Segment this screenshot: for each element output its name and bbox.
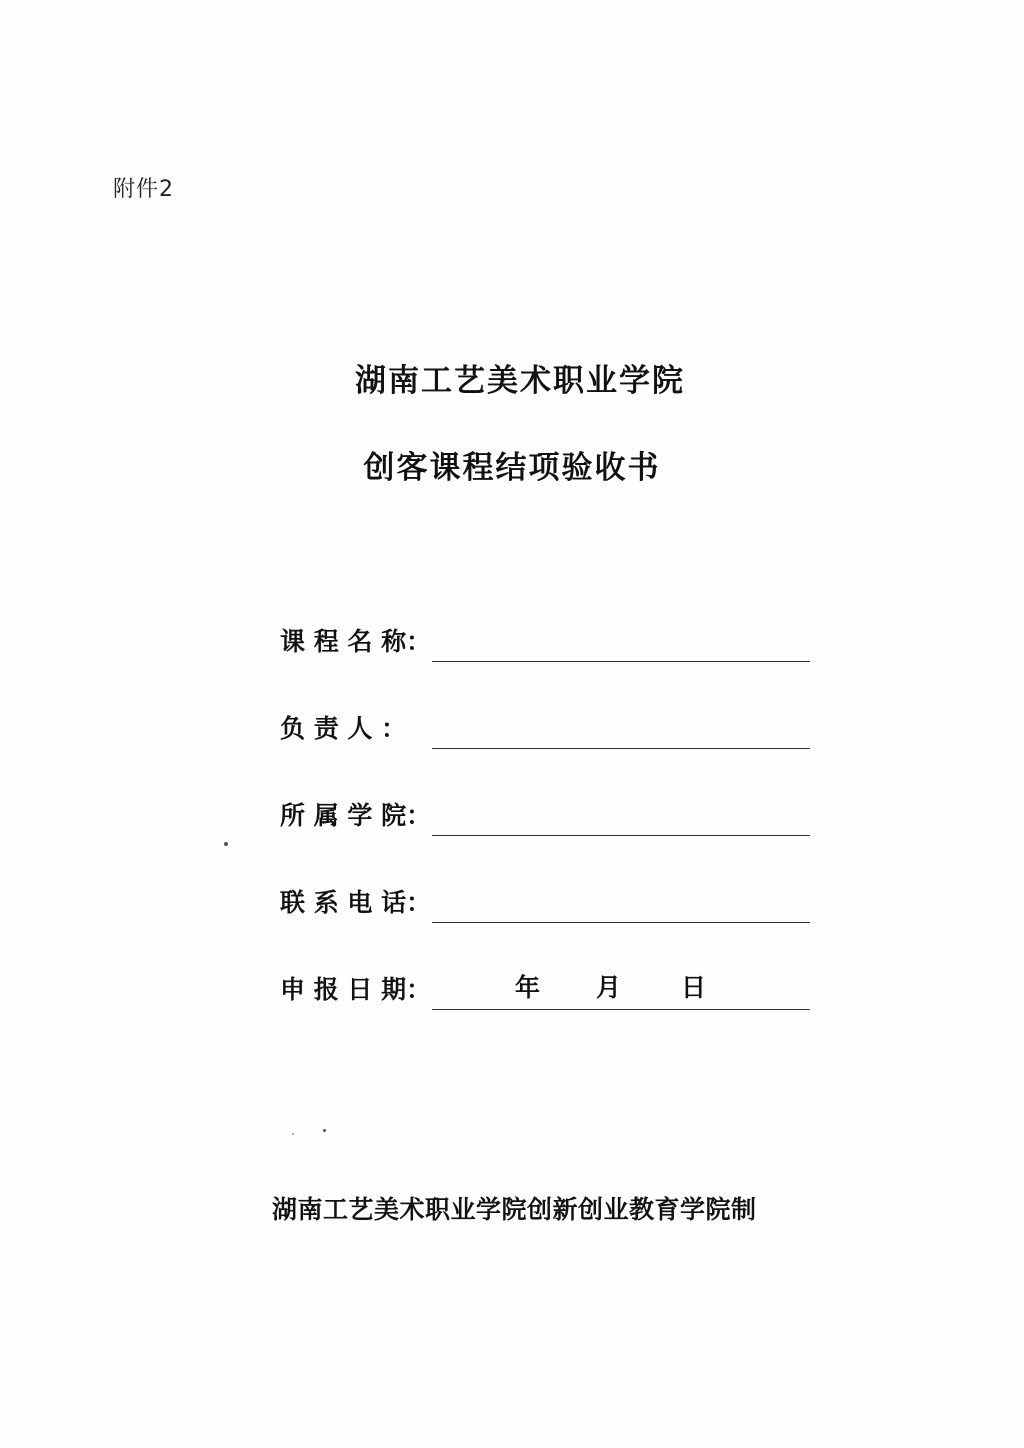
phone-field[interactable] xyxy=(432,922,810,923)
college-label: 所 属 学 院： xyxy=(280,801,432,830)
person-in-charge-label: 负 责 人 ： xyxy=(280,714,407,743)
date-field[interactable] xyxy=(432,968,810,1004)
form-row-date xyxy=(280,960,820,1047)
date-underline xyxy=(432,1009,810,1010)
form-row-course-name xyxy=(280,612,820,699)
issuer-footer: 湖南工艺美术职业学院创新创业教育学院制 xyxy=(272,1195,757,1224)
institution-title: 湖南工艺美术职业学院 xyxy=(355,363,685,399)
form-row-person-in-charge xyxy=(280,699,820,786)
date-day-label: 日 xyxy=(681,973,707,1002)
date-year-label: 年 xyxy=(515,973,541,1002)
course-name-field[interactable] xyxy=(432,661,810,662)
form-row-college xyxy=(280,786,820,873)
form-row-phone xyxy=(280,873,820,960)
document-title: 创客课程结项验收书 xyxy=(363,450,661,486)
phone-label: 联 系 电 话： xyxy=(280,888,432,917)
scan-speck xyxy=(292,1133,294,1135)
attachment-label: 附件2 xyxy=(113,177,174,202)
scan-speck xyxy=(323,1129,326,1132)
person-in-charge-field[interactable] xyxy=(432,748,810,749)
scan-speck xyxy=(224,842,228,846)
college-field[interactable] xyxy=(432,835,810,836)
date-month-label: 月 xyxy=(596,973,622,1002)
date-label: 申 报 日 期： xyxy=(280,975,432,1004)
cover-form xyxy=(280,612,820,1047)
course-name-label: 课 程 名 称： xyxy=(280,627,432,656)
